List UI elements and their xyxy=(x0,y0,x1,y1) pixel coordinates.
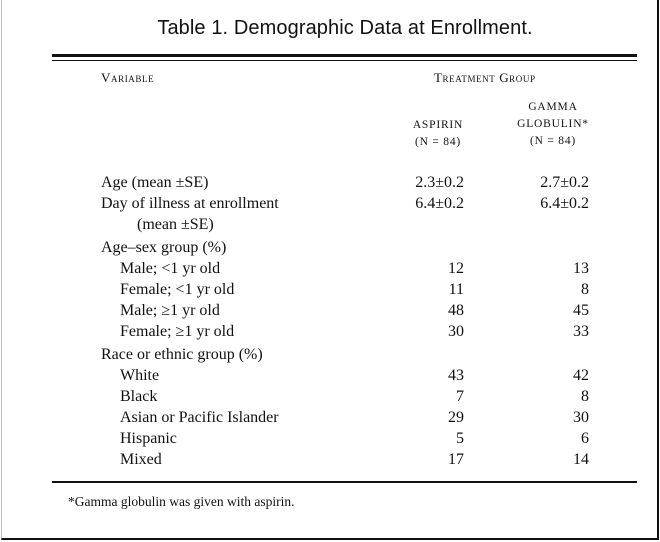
row-label: Female; ≥1 yr old xyxy=(120,323,235,340)
footnote: *Gamma globulin was given with aspirin. xyxy=(68,494,295,509)
aspirin-value: 17 xyxy=(448,451,464,468)
aspirin-n: (N = 84) xyxy=(414,136,462,148)
row-label: Female; <1 yr old xyxy=(120,281,235,298)
row-label: Race or ethnic group (%) xyxy=(101,346,263,363)
row-label: Mixed xyxy=(120,451,162,468)
row-label: Black xyxy=(120,388,158,405)
gamma-value: 8 xyxy=(581,388,589,405)
table-row xyxy=(0,430,660,451)
table-row xyxy=(0,367,660,388)
aspirin-label: ASPIRIN xyxy=(412,119,464,131)
aspirin-column-header xyxy=(398,117,478,151)
aspirin-value: 12 xyxy=(448,260,464,277)
gamma-value: 30 xyxy=(573,409,589,426)
row-label: Male; ≥1 yr old xyxy=(120,302,220,319)
row-label: White xyxy=(120,367,160,384)
row-label: Asian or Pacific Islander xyxy=(120,409,279,426)
aspirin-value: 6.4±0.2 xyxy=(415,195,464,212)
gamma-label-line2: GLOBULIN* xyxy=(517,118,589,130)
table-row xyxy=(0,409,660,430)
table-row xyxy=(0,195,660,216)
gamma-value: 13 xyxy=(573,260,589,277)
table-row xyxy=(0,323,660,344)
table-row xyxy=(0,216,660,237)
table-row xyxy=(0,239,660,260)
gamma-value: 8 xyxy=(581,281,589,298)
row-label: (mean ±SE) xyxy=(137,216,214,233)
gamma-n: (N = 84) xyxy=(529,135,577,147)
top-rule-thick xyxy=(52,54,637,57)
bottom-rule xyxy=(52,481,637,483)
aspirin-value: 11 xyxy=(448,281,464,298)
table-row xyxy=(0,346,660,367)
treatment-group-header: Treatment Group xyxy=(434,70,536,85)
aspirin-value: 7 xyxy=(456,388,464,405)
aspirin-value: 30 xyxy=(448,323,464,340)
table-row xyxy=(0,302,660,323)
gamma-value: 45 xyxy=(573,302,589,319)
table-row xyxy=(0,388,660,409)
aspirin-value: 2.3±0.2 xyxy=(415,174,464,191)
gamma-value: 2.7±0.2 xyxy=(540,174,589,191)
gamma-value: 14 xyxy=(573,451,589,468)
aspirin-value: 48 xyxy=(448,302,464,319)
table-row xyxy=(0,281,660,302)
row-label: Day of illness at enrollment xyxy=(101,195,279,212)
gamma-value: 33 xyxy=(573,323,589,340)
gamma-column-header xyxy=(508,99,598,150)
table-title: Table 1. Demographic Data at Enrollment. xyxy=(157,17,533,39)
row-label: Age–sex group (%) xyxy=(101,239,227,256)
gamma-value: 6.4±0.2 xyxy=(540,195,589,212)
aspirin-value: 29 xyxy=(448,409,464,426)
gamma-value: 42 xyxy=(573,367,589,384)
gamma-label-line1: GAMMA xyxy=(528,101,578,113)
aspirin-value: 5 xyxy=(456,430,464,447)
table-row xyxy=(0,451,660,472)
variable-header: Variable xyxy=(101,70,155,85)
top-rule-thin xyxy=(52,60,637,61)
row-label: Hispanic xyxy=(120,430,177,447)
table-row xyxy=(0,260,660,281)
gamma-value: 6 xyxy=(581,430,589,447)
row-label: Age (mean ±SE) xyxy=(101,174,209,191)
row-label: Male; <1 yr old xyxy=(120,260,221,277)
aspirin-value: 43 xyxy=(448,367,464,384)
table-row xyxy=(0,174,660,195)
